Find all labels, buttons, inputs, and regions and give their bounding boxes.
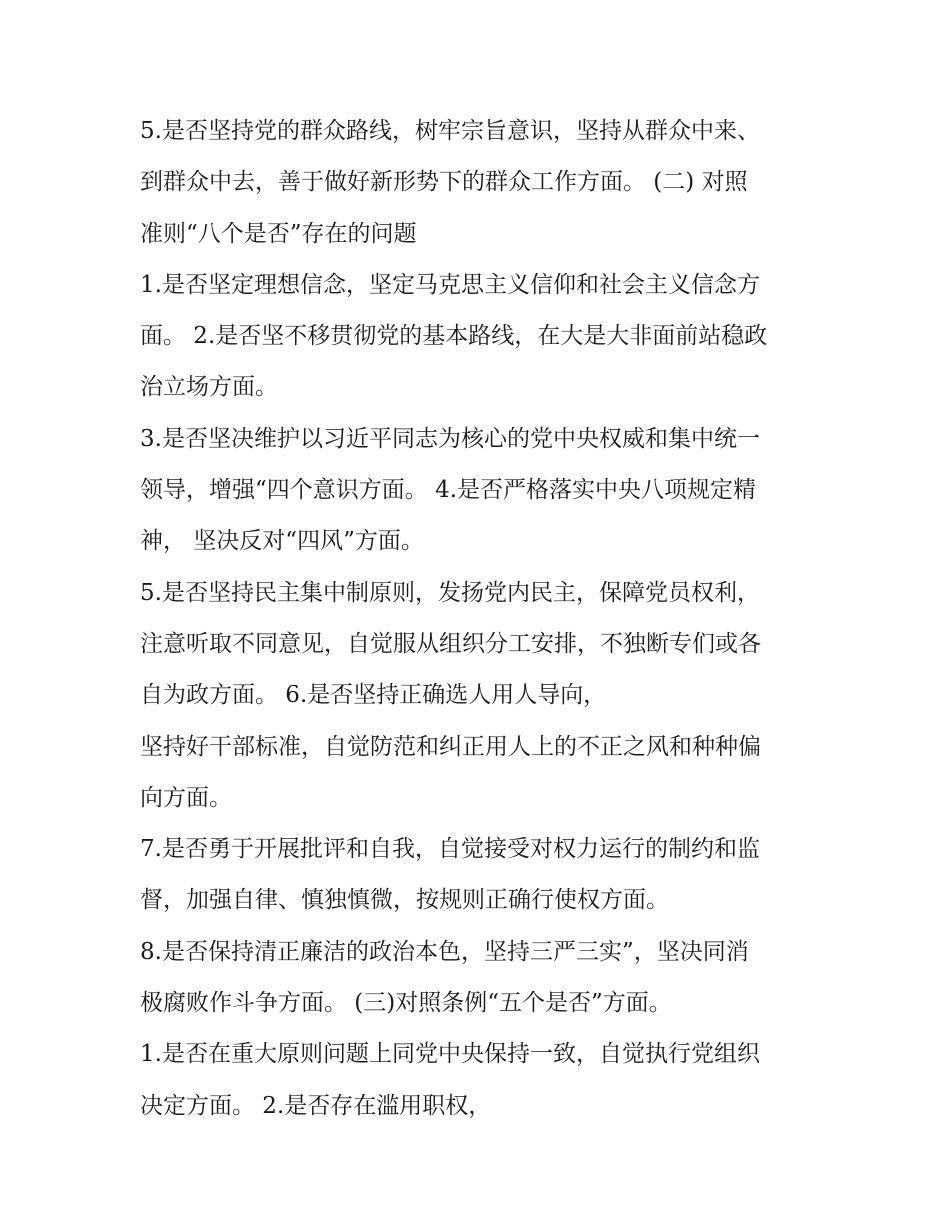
- text-line: 治立场方面。: [140, 374, 278, 401]
- text-line: 注意听取不同意见，自觉服从组织分工安排，不独断专们或各: [140, 630, 761, 657]
- text-line: 1.是否坚定理想信念，坚定马克思主义信仰和社会主义信念方: [140, 271, 760, 298]
- text-line: 自为政方面。 6.是否坚持正确选人用人导向，: [140, 682, 607, 709]
- text-line: 5.是否坚持党的群众路线，树牢宗旨意识，坚持从群众中来、: [140, 118, 760, 144]
- text-line: 坚持好干部标准，自觉防范和纠正用人上的不正之风和种种偏: [140, 733, 761, 760]
- text-line: 神， 坚决反对“四风”方面。: [140, 528, 424, 555]
- text-line: 7.是否勇于开展批评和自我，自觉接受对权力运行的制约和监: [140, 836, 760, 863]
- text-line: 领导，增强“四个意识方面。 4.是否严格落实中央八项规定精: [140, 477, 757, 504]
- text-line: 到群众中去，善于做好新形势下的群众工作方面。 (二) 对照: [140, 169, 748, 196]
- text-line: 3.是否坚决维护以习近平同志为核心的党中央权威和集中统一: [140, 425, 760, 452]
- document-body: [140, 106, 820, 1132]
- text-line: 8.是否保持清正廉洁的政治本色，坚持三严三实”，坚决同消: [140, 938, 749, 965]
- text-line: 面。 2.是否坚不移贯彻党的基本路线，在大是大非面前站稳政: [140, 323, 768, 350]
- text-line: 督，加强自律、慎独慎微，按规则正确行使权方面。: [140, 887, 669, 914]
- text-line: 向方面。: [140, 784, 232, 811]
- text-line: 决定方面。 2.是否存在滥用职权，: [140, 1092, 492, 1119]
- text-line: 准则“八个是否”存在的问题: [140, 220, 417, 247]
- text-line: 5.是否坚持民主集中制原则，发扬党内民主，保障党员权利，: [140, 579, 760, 606]
- text-line: 1.是否在重大原则问题上同党中央保持一致，自觉执行党组织: [140, 1041, 760, 1068]
- text-line: 极腐败作斗争方面。 (三)对照条例“五个是否”方面。: [140, 990, 672, 1017]
